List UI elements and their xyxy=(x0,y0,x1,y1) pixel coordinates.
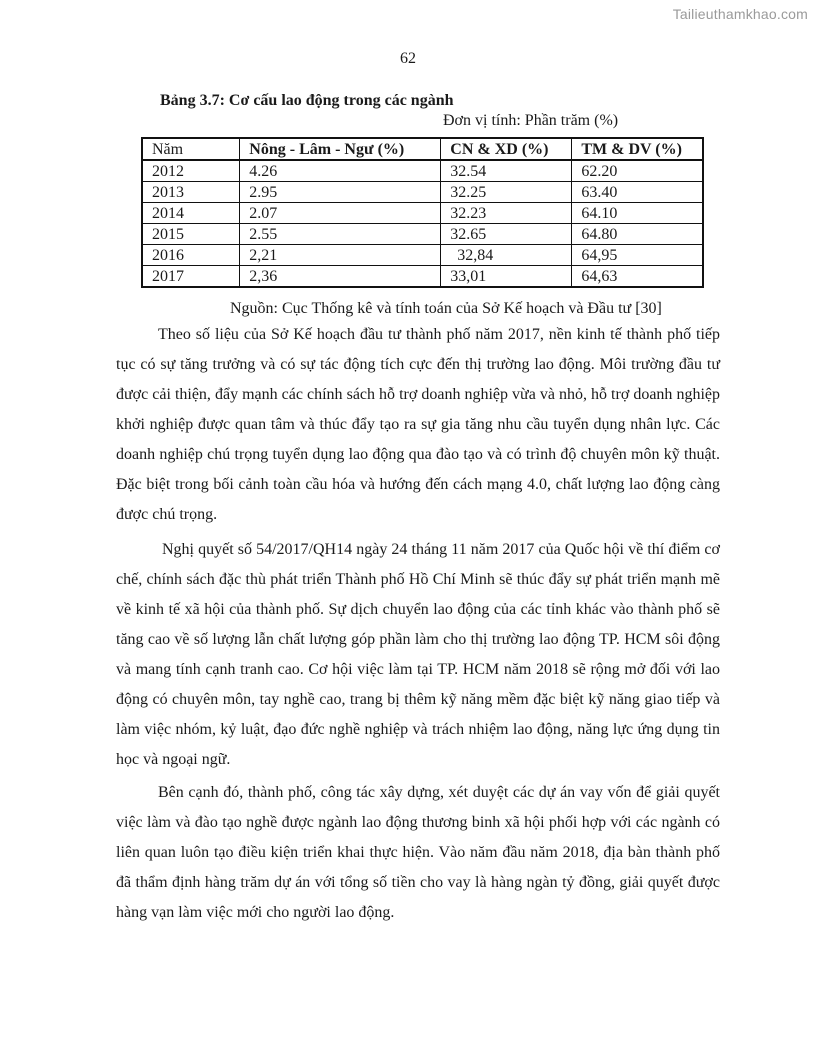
cell-industry: 32.23 xyxy=(441,203,572,224)
cell-year: 2017 xyxy=(142,266,240,288)
cell-agriculture: 2,36 xyxy=(240,266,441,288)
cell-agriculture: 4.26 xyxy=(240,160,441,182)
table-row xyxy=(142,224,703,245)
body-paragraph: Bên cạnh đó, thành phố, công tác xây dựng, xét duyệt các dự án vay vốn để giải quyết việc làm và đào tạo nghề được ngành lao động thương binh xã hội phối hợp với các ngành có liên quan luôn tạo điều kiện triển khai thực hiện. Vào năm đầu năm 2018, địa bàn thành phố đã thẩm định hàng trăm dự án với tổng số tiền cho vay là hàng ngàn tỷ đồng, giải quyết được hàng vạn làm việc mới cho người lao động. xyxy=(116,784,720,921)
labor-structure-table xyxy=(141,137,704,288)
cell-industry: 32.54 xyxy=(441,160,572,182)
page-number: 62 xyxy=(400,50,416,67)
cell-agriculture: 2,21 xyxy=(240,245,441,266)
cell-year: 2012 xyxy=(142,160,240,182)
table-row xyxy=(142,182,703,203)
body-paragraph: Theo số liệu của Sở Kế hoạch đầu tư thành phố năm 2017, nền kinh tế thành phố tiếp tục có sự tăng trưởng và có sự tác động tích cực đến thị trường lao động. Môi trường đầu tư được cải thiện, đẩy mạnh các chính sách hỗ trợ doanh nghiệp vừa và nhỏ, hỗ trợ doanh nghiệp khởi nghiệp được quan tâm và thúc đẩy tạo ra sự gia tăng nhu cầu tuyển dụng nhân lực. Các doanh nghiệp chú trọng tuyển dụng lao động qua đào tạo và có trình độ chuyên môn kỹ thuật. Đặc biệt trong bối cảnh toàn cầu hóa và hướng đến cách mạng 4.0, chất lượng lao động càng được chú trọng. xyxy=(116,326,720,523)
cell-services: 64.10 xyxy=(572,203,703,224)
table-source: Nguồn: Cục Thống kê và tính toán của Sở Kế hoạch và Đầu tư [30] xyxy=(230,300,662,317)
cell-services: 64,63 xyxy=(572,266,703,288)
cell-year: 2014 xyxy=(142,203,240,224)
header-industry-construction: CN & XD (%) xyxy=(441,138,572,160)
cell-year: 2015 xyxy=(142,224,240,245)
cell-services: 62.20 xyxy=(572,160,703,182)
cell-year: 2013 xyxy=(142,182,240,203)
table-row xyxy=(142,160,703,182)
cell-year: 2016 xyxy=(142,245,240,266)
header-trade-services: TM & DV (%) xyxy=(572,138,703,160)
cell-agriculture: 2.95 xyxy=(240,182,441,203)
header-year: Năm xyxy=(142,138,240,160)
header-agriculture: Nông - Lâm - Ngư (%) xyxy=(240,138,441,160)
table-row xyxy=(142,245,703,266)
cell-agriculture: 2.55 xyxy=(240,224,441,245)
table-title: Bảng 3.7: Cơ cấu lao động trong các ngành xyxy=(160,92,454,109)
unit-note: Đơn vị tính: Phần trăm (%) xyxy=(443,112,619,129)
table-row xyxy=(142,203,703,224)
table-header-row xyxy=(142,138,703,160)
body-paragraph: Nghị quyết số 54/2017/QH14 ngày 24 tháng 11 năm 2017 của Quốc hội về thí điểm cơ chế, chính sách đặc thù phát triển Thành phố Hồ Chí Minh sẽ thúc đẩy sự phát triển mạnh mẽ về kinh tế xã hội của thành phố. Sự dịch chuyển lao động của các tỉnh khác vào thành phố sẽ tăng cao về số lượng lẫn chất lượng góp phần làm cho thị trường lao động TP. HCM sôi động và mang tính cạnh tranh cao. Cơ hội việc làm tại TP. HCM năm 2018 sẽ rộng mở đối với lao động có chuyên môn, tay nghề cao, trang bị thêm kỹ năng mềm đặc biệt kỹ năng giao tiếp và làm việc nhóm, kỷ luật, đạo đức nghề nghiệp và trách nhiệm lao động, năng lực ứng dụng tin học và ngoại ngữ. xyxy=(116,541,720,768)
cell-services: 64.80 xyxy=(572,224,703,245)
cell-agriculture: 2.07 xyxy=(240,203,441,224)
cell-services: 63.40 xyxy=(572,182,703,203)
cell-industry: 33,01 xyxy=(441,266,572,288)
cell-industry: 32,84 xyxy=(441,245,572,266)
cell-industry: 32.65 xyxy=(441,224,572,245)
watermark: Tailieuthamkhao.com xyxy=(672,6,808,22)
cell-industry: 32.25 xyxy=(441,182,572,203)
cell-services: 64,95 xyxy=(572,245,703,266)
table-row xyxy=(142,266,703,288)
